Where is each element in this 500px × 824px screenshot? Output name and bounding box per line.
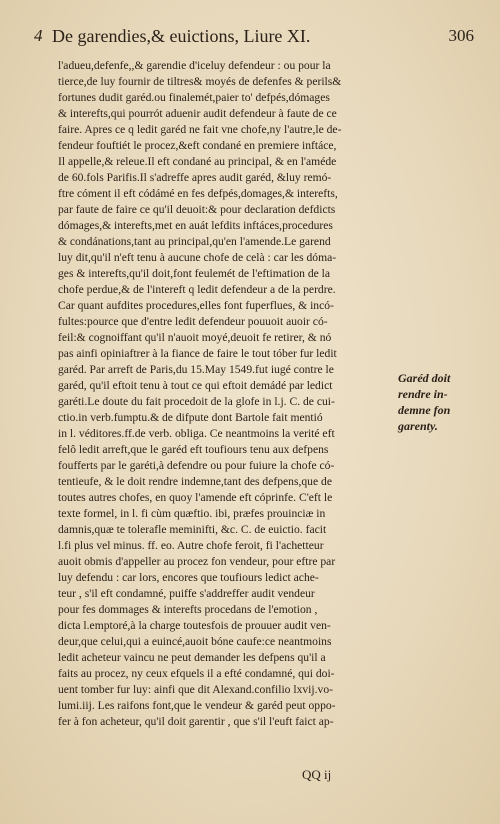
text-line: deur,que celui,qui a euincé,auoit bóne caufe:ce neantmoins	[58, 635, 332, 648]
text-line: fendeur fouftiét le procez,&eft condané en premiere inftáce,	[58, 139, 337, 152]
text-line: in l. véditores.ff.de verb. obliga. Ce neantmoins la verité eft	[58, 427, 335, 440]
text-line: luy defendu : car lors, encores que toufiours ledict ache-	[58, 571, 319, 584]
text-line: de 60.fols Parifis.Il s'adreffe apres audit garéd, &luy remó-	[58, 171, 332, 184]
text-line: chofe perdue,& de l'intereft q ledit defendeur a de la perdre.	[58, 283, 336, 296]
text-line: garéd, qu'il eftoit tenu à tout ce qui eftoit demádé par ledict	[58, 379, 333, 392]
text-line: l.fi plus vel minus. ff. eo. Autre chofe feroit, fi l'achetteur	[58, 539, 324, 552]
margin-note-line: garenty.	[398, 419, 438, 433]
text-line: lumi.iij. Les raifons font,que le vendeur & garéd peut oppo-	[58, 699, 336, 712]
text-line: pour fes dommages & interefts procedans de l'emotion ,	[58, 603, 318, 616]
text-line: ges & interefts,qu'il doit,font feulemét de l'eftimation de la	[58, 267, 331, 280]
text-line: Car quant aufdites procedures,elles font fuperflues, & incó-	[58, 299, 334, 312]
text-line: fultes:pource que d'entre ledit defendeur pouuoit auoir có-	[58, 315, 328, 328]
text-line: dicta l.emptoré,à la charge toutesfois de prouuer audit ven-	[58, 619, 331, 632]
margin-note-line: demne fon	[398, 403, 451, 417]
margin-note-line: rendre in-	[398, 387, 448, 401]
text-line: feil:& cognoiffant qu'il n'auoit moyé,deuoit fe retirer, & nó	[58, 331, 332, 344]
text-line: auoit obmis d'appeller au procez fon vendeur, pour eftre par	[58, 555, 336, 568]
text-line: uent tomber fur luy: ainfi que dit Alexand.confilio lxvij.vo-	[58, 683, 333, 696]
text-line: toutes autres chofes, en quoy l'amende eft cóprinfe. C'eft le	[58, 491, 333, 504]
text-line: foufferts par le garéti,à defendre ou pour fuiure la chofe có-	[58, 459, 335, 472]
text-line: dómages,& interefts,met en auát lefdits inftáces,procedures	[58, 219, 333, 232]
text-line: tierce,de luy fournir de tiltres& moyés de defenfes & perils&	[58, 75, 342, 88]
text-line: faire. Apres ce q ledit garéd ne fait vne chofe,ny l'autre,le de-	[58, 123, 342, 136]
text-line: texte formel, in l. fi cùm quæftio. ibi, præfes prouinciæ in	[58, 507, 326, 520]
page-number-left: 4	[34, 26, 43, 45]
text-line: pas ainfi opiniaftrer à la fiance de faire le tout tóber fur ledit	[58, 347, 337, 360]
body-text	[58, 58, 408, 730]
text-line: par faute de faire ce qu'il deuoit:& pour declaration defdicts	[58, 203, 336, 216]
text-line: faits au procez, ny ceux efquels il a efté condamné, qui doi-	[58, 667, 335, 680]
text-line: l'adueu,defenfe,,& garendie d'iceluy defendeur : ou pour la	[58, 59, 331, 72]
folio-number: 306	[448, 26, 474, 45]
text-line: ledit acheteur vaincu ne peut demander les defpens qu'il a	[58, 651, 326, 664]
text-line: teur , s'il eft condamné, puiffe s'addreffer audit vendeur	[58, 587, 315, 600]
running-title: De garendies,& euictions, Liure XI.	[52, 26, 311, 46]
page-header	[34, 26, 474, 52]
margin-note	[398, 370, 490, 434]
text-line: damnis,quæ te tolerafle meminifti, &c. C. de euictio. facit	[58, 523, 327, 536]
margin-note-line: Garéd doit	[398, 371, 451, 385]
text-line: & interefts,qui pourrót aduenir audit defendeur à faute de ce	[58, 107, 337, 120]
text-line: fer à fon acheteur, qu'il doit garentir , que s'il l'euft faict ap-	[58, 715, 334, 728]
text-line: ctio.in verb.fumptu.& de difpute dont Bartole fait mentió	[58, 411, 323, 424]
text-line: fortunes dudit garéd.ou finalemét,paier to' defpés,dómages	[58, 91, 330, 104]
text-line: & condánations,tant au principal,qu'en l'amende.Le garend	[58, 235, 331, 248]
text-line: tentieufe, & le doit rendre indemne,tant des defpens,que de	[58, 475, 332, 488]
text-line: ftre cóment il eft códámé en fes defpés,domages,& interefts,	[58, 187, 338, 200]
text-line: luy dit,qu'il n'eft tenu à aucune chofe de celà : car les dómа-	[58, 251, 337, 264]
text-line: garéti.Le doute du fait procedoit de la glofe in l.j. C. de cui-	[58, 395, 335, 408]
text-line: garéd. Par arreft de Paris,du 15.May 1549.fut iugé contre le	[58, 363, 334, 376]
signature-mark: QQ ij	[302, 767, 332, 782]
text-line: Il appelle,& releue.Il eft condané au principal, & en l'améde	[58, 155, 337, 168]
text-line: felô ledit arreft,que le garéd eft toufiours tenu aux defpens	[58, 443, 329, 456]
